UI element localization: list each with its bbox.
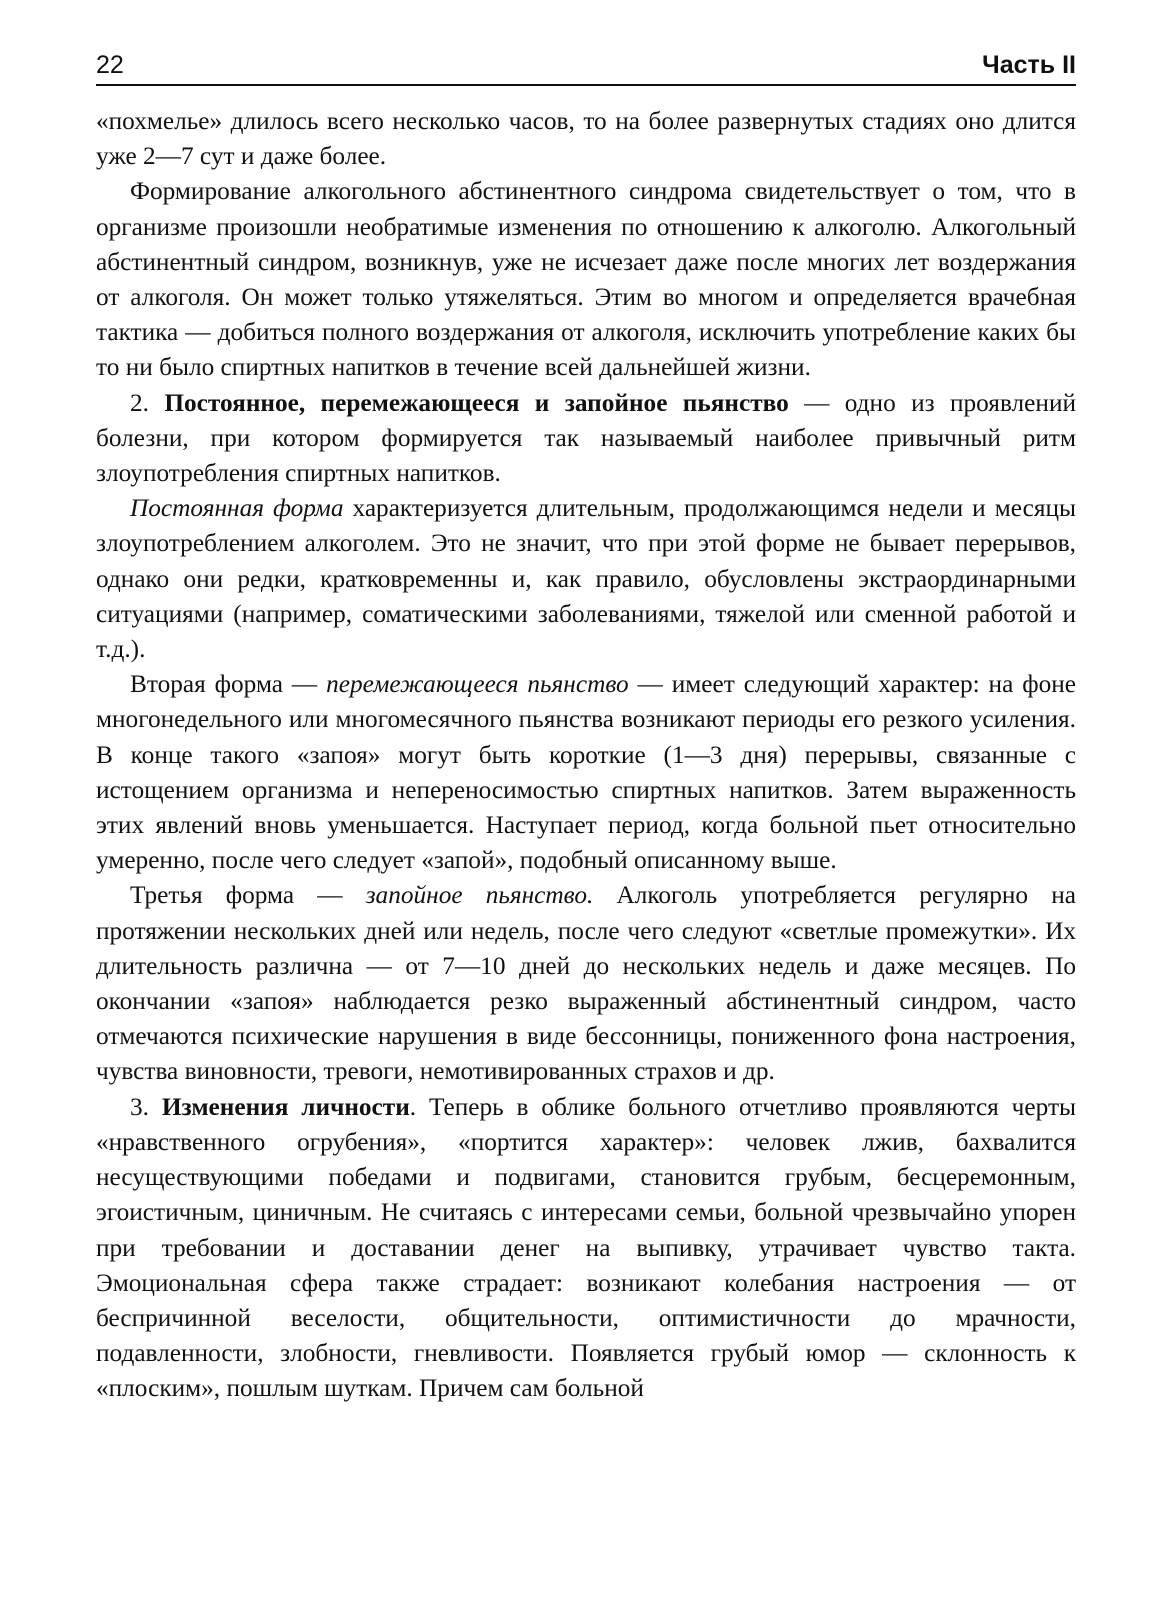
paragraph [96, 1090, 1076, 1407]
italic-term: перемежающееся пьянство [326, 670, 629, 699]
paragraph-text: — одно из проявлений болезни, при котором формируется так называемый наиболее привычный ритм злоупотребления спиртных напитков. [96, 388, 1077, 488]
paragraph-lead: Третья форма — [130, 881, 366, 910]
paragraph [96, 878, 1076, 1089]
italic-term: запойное пьянство. [365, 881, 594, 910]
paragraph [96, 174, 1076, 385]
paragraph [96, 491, 1076, 667]
paragraph-text: Алкоголь употребляется регулярно на протяжении нескольких дней или недель, после чего следуют «светлые промежутки». Их длительность различна — от 7—10 дней до нескольких недель и даже месяцев. По окончании «запоя» наблюдается резко выраженный абстинентный синдром, часто отмечаются психические нарушения в виде бессонницы, пониженного фона настроения, чувства виновности, тревоги, немотивированных страхов и др. [96, 881, 1076, 1086]
paragraph-text: . Теперь в облике больного отчетливо проявляются черты «нравственного огрубения», «портится характер»: человек лжив, бахвалится несуществующими победами и подвигами, становится грубым, бесцеремонным, эгоистичным, циничным. Не считаясь с интересами семьи, больной чрезвычайно упорен при требовании и доставании денег на выпивку, утрачивает чувство такта. Эмоциональная сфера также страдает: возникают колебания настроения — от беспричинной веселости, общительности, оптимистичности до мрачности, подавленности, злобности, гневливости. Появляется грубый юмор — склонность к «плоским», пошлым шуткам. Причем сам больной [96, 1092, 1076, 1403]
paragraph-lead: Вторая форма — [130, 670, 327, 699]
paragraph-text: характеризуется длительным, продолжающимся недели и месяцы злоупотреблением алкоголем. Это не значит, что при этой форме не бывает перерывов, однако они редки, кратковременны и, как правило, обусловлены экстраординарными ситуациями (например, соматическими заболеваниями, тяжелой или сменной работой и т.д.). [96, 494, 1076, 664]
list-number: 2. [130, 388, 165, 417]
paragraph [96, 104, 1076, 174]
bold-term: Постоянное, перемежающееся и запойное пьянство [164, 388, 789, 417]
paragraph-text: — имеет следующий характер: на фоне многонедельного или многомесячного пьянства возникают периоды его резкого усиления. В конце такого «запоя» могут быть короткие (1—3 дня) перерывы, связанные с истощением организма и непереносимостью спиртных напитков. Затем выраженность этих явлений вновь уменьшается. Наступает период, когда больной пьет относительно умеренно, после чего следует «запой», подобный описанному выше. [96, 670, 1076, 875]
paragraph [96, 386, 1076, 492]
italic-term: Постоянная форма [130, 494, 344, 523]
bold-term: Изменения личности [161, 1092, 410, 1121]
paragraph-text: «похмелье» длилось всего несколько часов, то на более развернутых стадиях оно длится уже 2—7 сут и даже более. [96, 107, 1076, 171]
list-number: 3. [130, 1092, 162, 1121]
running-header [96, 40, 1076, 86]
section-title: Часть II [982, 51, 1076, 79]
body-text [96, 104, 1076, 1407]
paragraph [96, 667, 1076, 878]
paragraph-text: Формирование алкогольного абстинентного синдрома свидетельствует о том, что в организме произошли необратимые изменения по отношению к алкоголю. Алкогольный абстинентный синдром, возникнув, уже не исчезает даже после многих лет воздержания от алкоголя. Он может только утяжеляться. Этим во многом и определяется врачебная тактика — добиться полного воздержания от алкоголя, исключить употребление каких бы то ни было спиртных напитков в течение всей дальнейшей жизни. [96, 177, 1076, 382]
page-number: 22 [96, 51, 124, 79]
